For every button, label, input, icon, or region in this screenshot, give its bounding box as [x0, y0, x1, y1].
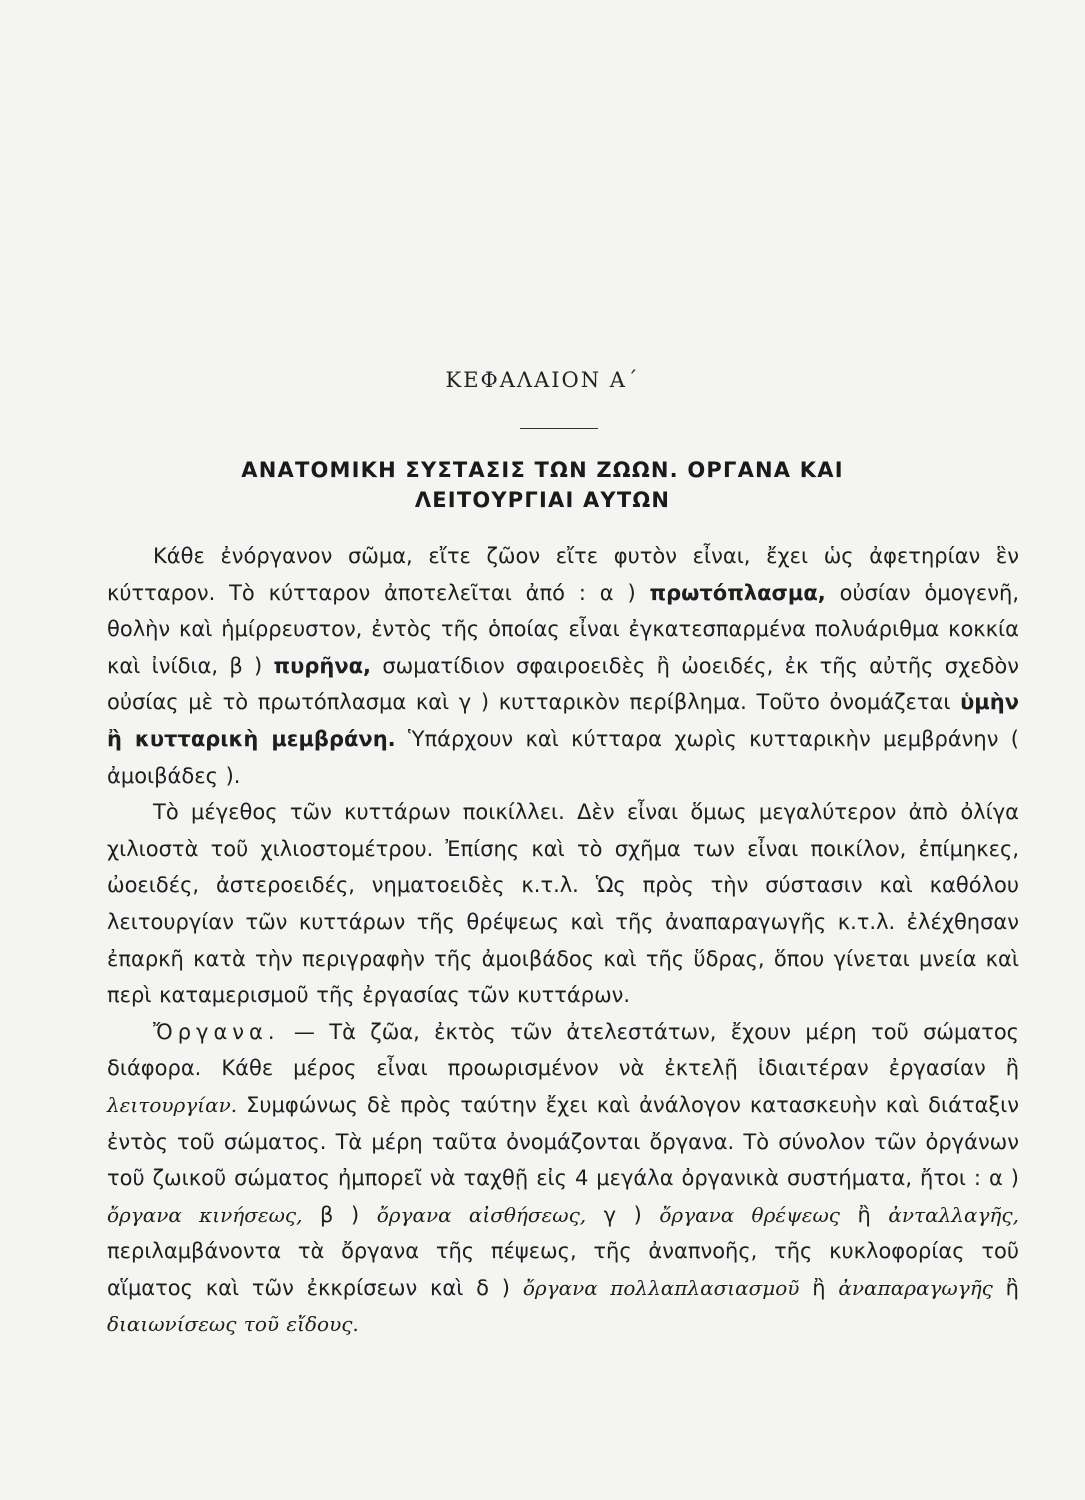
term-species-perpetuation: διαιωνίσεως τοῦ εἴδους.: [107, 1312, 359, 1337]
term-exchange: ἀνταλλαγῆς,: [888, 1202, 1019, 1227]
p3-text-1: — Τὰ ζῶα, ἐκτὸς τῶν ἀτελεστάτων, ἔχουν μέρη τοῦ σώματος διάφορα. Κάθε μέρος εἶναι προωρισμένον νὰ ἐκτελῇ ἰδιαιτέραν ἐργασίαν ἢ: [107, 1019, 1019, 1081]
p3-text-8: ἢ: [992, 1275, 1019, 1300]
body-text: [107, 538, 1019, 1343]
p3-text-5: ἢ: [840, 1202, 889, 1227]
title-divider: [520, 428, 598, 429]
paragraph-cell-size: Τὸ μέγεθος τῶν κυττάρων ποικίλλει. Δὲν εἶναι ὅμως μεγαλύτερον ἀπὸ ὀλίγα χιλιοστὰ τοῦ χιλιοστομέτρου. Ἐπίσης καὶ τὸ σχῆμα των εἶναι ποικίλον, ἐπίμηκες, ὠοειδές, ἀστεροειδές, νηματοειδὲς κ.τ.λ. Ὡς πρὸς τὴν σύστασιν καὶ καθόλου λειτουργίαν τῶν κυττάρων τῆς θρέψεως καὶ τῆς ἀναπαραγωγῆς κ.τ.λ. ἐλέχθησαν ἐπαρκῆ κατὰ τὴν περιγραφὴν τῆς ἀμοιβάδος καὶ τῆς ὕδρας, ὅπου γίνεται μνεία καὶ περὶ καταμερισμοῦ τῆς ἐργασίας τῶν κυττάρων.: [107, 800, 1019, 1008]
chapter-label: ΚΕΦΑΛΑΙΟΝ Α΄: [445, 368, 640, 392]
p3-text-3: β ): [302, 1202, 377, 1227]
heading-line-1: ΑΝΑΤΟΜΙΚΗ ΣΥΣΤΑΣΙΣ ΤΩΝ ΖΩΩΝ. ΟΡΓΑΝΑ ΚΑΙ: [241, 458, 844, 482]
term-nucleus: πυρῆνα,: [273, 653, 372, 678]
paragraph-cells: [107, 538, 1019, 794]
p1-text-1: Κάθε ἐνόργανον σῶμα, εἴτε ζῶον εἴτε φυτὸν εἶναι, ἔχει ὡς ἀφετηρίαν ἓν κύτταρον. Τὸ κύτταρον ἀποτελεῖται ἀπό : α ): [107, 544, 1019, 605]
p1-text-3: σωματίδιον σφαιροειδὲς ἢ ὠοειδές, ἐκ τῆς αὐτῆς σχεδὸν οὐσίας μὲ τὸ πρωτόπλασμα καὶ γ ) κυτταρικὸν περίβλημα. Τοῦτο ὀνομάζεται: [107, 653, 1019, 715]
term-nutrition-organs: ὄργανα θρέψεως: [659, 1202, 840, 1227]
section-lead-organs: Ὄργανα.: [153, 1019, 280, 1044]
chapter-heading: [0, 455, 1085, 515]
term-protoplasm: πρωτόπλασμα,: [649, 580, 826, 605]
term-reproduction: ἀναπαραγωγῆς: [838, 1275, 993, 1300]
p3-text-4: γ ): [586, 1202, 660, 1227]
term-movement-organs: ὄργανα κινήσεως,: [107, 1202, 303, 1227]
p3-text-6: περιλαμβάνοντα τὰ ὄργανα τῆς πέψεως, τῆς ἀναπνοῆς, τῆς κυκλοφορίας τοῦ αἵματος καὶ τῶν ἐκκρίσεων καὶ δ ): [107, 1239, 1019, 1300]
term-membrane: ὑμὴν ἢ κυτταρικὴ μεμβράνη.: [107, 690, 1019, 751]
p1-text-4: Ὑπάρχουν καὶ κύτταρα χωρὶς κυτταρικὴν μεμβράνην ( ἀμοιβάδες ).: [107, 726, 1019, 788]
paragraph-organs: [107, 1014, 1019, 1343]
p1-text-2: οὐσίαν ὁμογενῆ, θολὴν καὶ ἡμίρρευστον, ἐντὸς τῆς ὁποίας εἶναι ἐγκατεσπαρμένα πολυάριθμα κοκκία καὶ ἰνίδια, β ): [107, 580, 1019, 678]
heading-line-2: ΛΕΙΤΟΥΡΓΙΑΙ ΑΥΤΩΝ: [414, 488, 671, 512]
term-sense-organs: ὄργανα αἰσθήσεως,: [376, 1202, 587, 1227]
term-function: λειτουργίαν.: [107, 1092, 238, 1117]
p3-text-2: Συμφώνως δὲ πρὸς ταύτην ἔχει καὶ ἀνάλογον κατασκευὴν καὶ διάταξιν ἐντὸς τοῦ σώματος. Τὰ μέρη ταῦτα ὀνομάζονται ὄργανα. Τὸ σύνολον τῶν ὀργάνων τοῦ ζωικοῦ σώματος ἠμπορεῖ νὰ ταχθῇ εἰς 4 μεγάλα ὀργανικὰ συστήματα, ἤτοι : α ): [107, 1092, 1019, 1191]
term-multiplication-organs: ὄργανα πολλαπλασιασμοῦ: [522, 1275, 800, 1300]
p3-text-7: ἢ: [799, 1275, 839, 1300]
